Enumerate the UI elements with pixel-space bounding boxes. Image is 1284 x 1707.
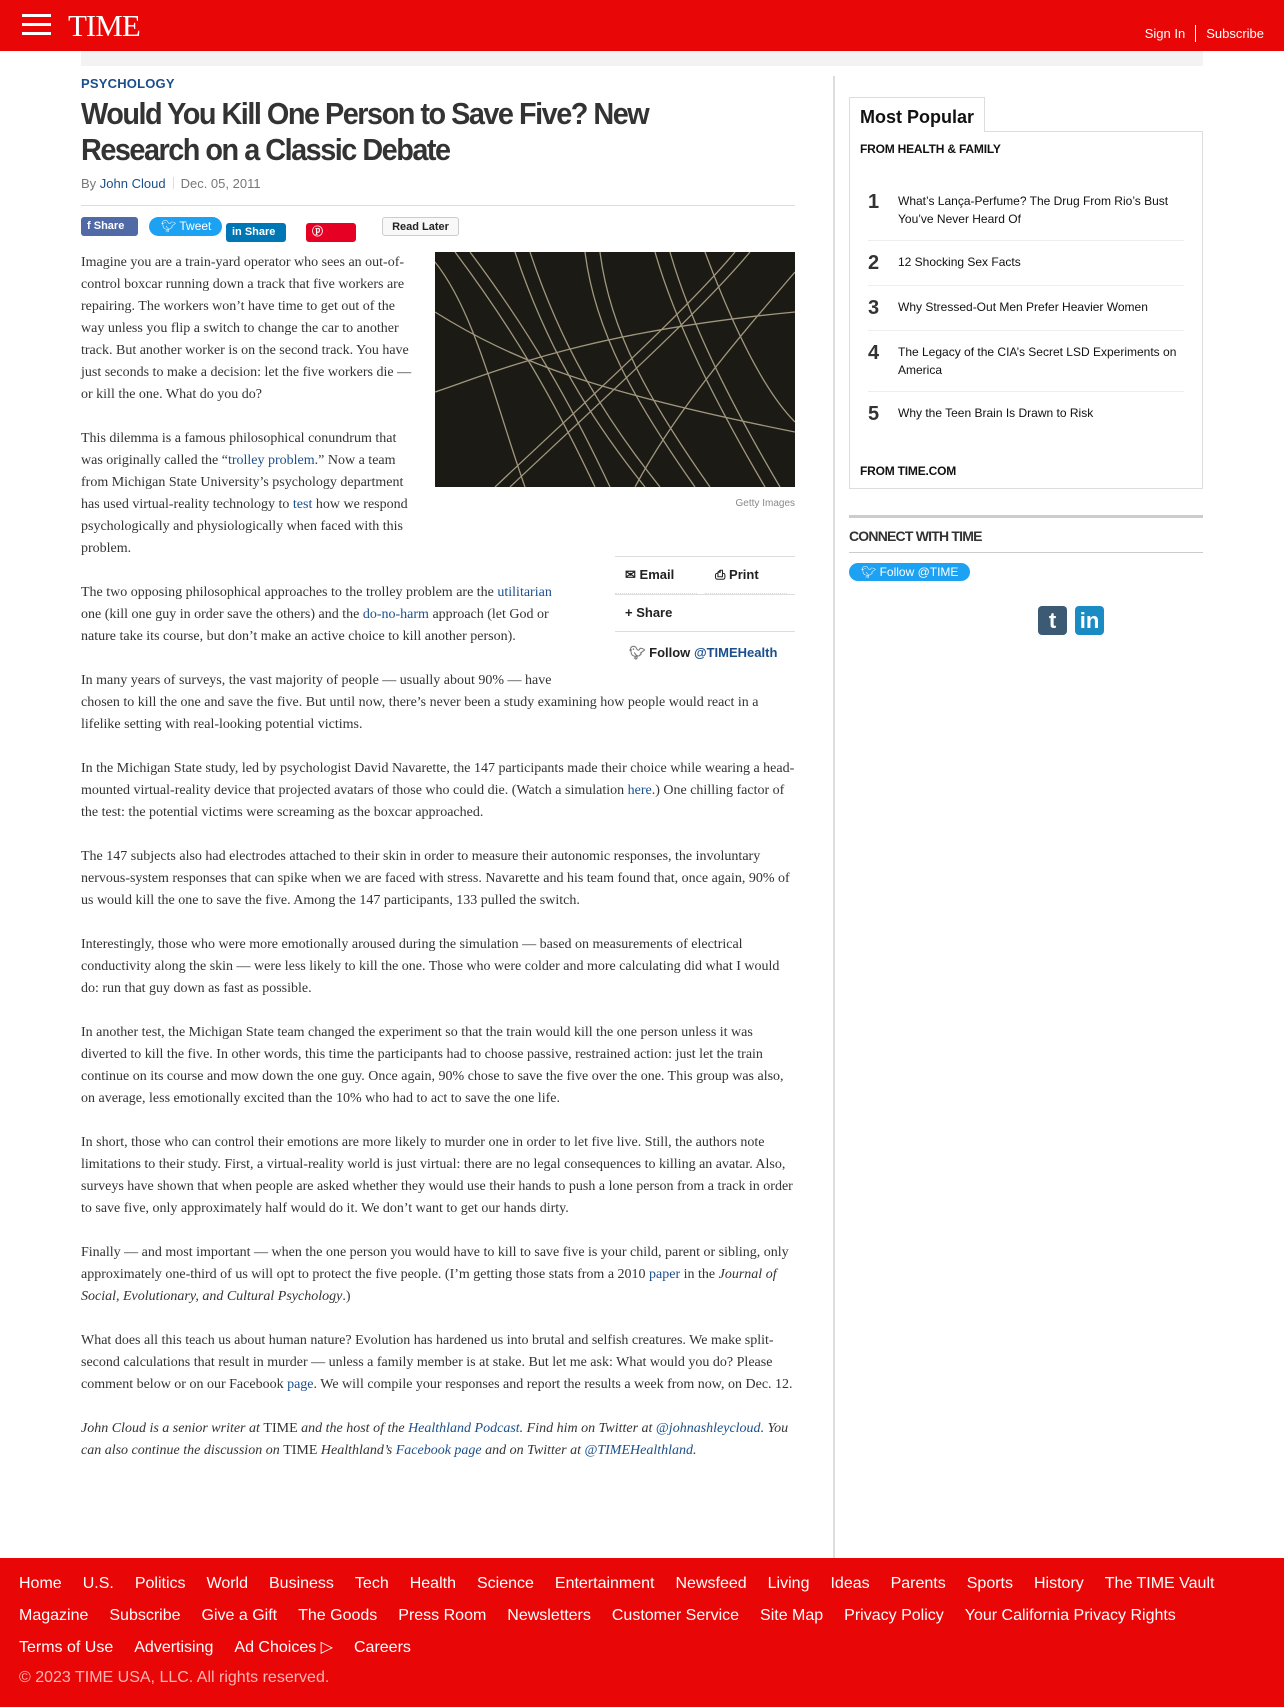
text-segment: in the	[680, 1267, 719, 1282]
author-link[interactable]: John Cloud	[99, 176, 166, 191]
tumblr-icon[interactable]: t	[1038, 606, 1067, 635]
footer-link[interactable]: World	[206, 1575, 248, 1592]
envelope-icon: ✉	[625, 567, 636, 582]
article-paragraph	[81, 1022, 795, 1110]
article-paragraph	[81, 846, 795, 912]
read-later-button[interactable]: Read Later	[382, 217, 459, 236]
connect-heading: CONNECT WITH TIME	[849, 515, 1203, 553]
inline-link[interactable]: paper	[649, 1267, 681, 1282]
share-button[interactable]: + Share	[625, 605, 673, 620]
inline-link[interactable]: utilitarian	[497, 585, 552, 600]
footer-link[interactable]: U.S.	[82, 1575, 114, 1592]
sidebar	[849, 96, 1203, 635]
inline-link[interactable]: @johnashleycloud	[655, 1421, 761, 1436]
text-segment: Finally — and most important — when the one person you would have to kill to save five is your child, parent or sibling, only approximately one-third of us will opt to protect the five people. (I’m getting those stats from a 2010	[81, 1245, 789, 1282]
print-button[interactable]: ⎙ Print	[705, 557, 787, 594]
top-bar	[0, 0, 1284, 51]
text-segment: one (kill one guy in order save the others) and the	[81, 607, 363, 622]
footer-link[interactable]: Tech	[354, 1575, 389, 1592]
twitter-icon: 🐦︎	[161, 219, 177, 233]
menu-icon[interactable]	[22, 14, 51, 36]
rail-tracks-image	[435, 252, 795, 487]
follow-timehealth[interactable]: 🐦︎ Follow @TIMEHealth	[615, 631, 795, 674]
inline-link[interactable]: trolley problem	[227, 453, 315, 468]
footer-link[interactable]: Entertainment	[554, 1575, 655, 1592]
popular-item-title[interactable]: Why Stressed-Out Men Prefer Heavier Women	[898, 300, 1148, 314]
footer	[0, 1558, 1284, 1707]
inline-link[interactable]: do-no-harm	[362, 607, 429, 622]
text-segment: TIME	[263, 1421, 298, 1436]
footer-link[interactable]: Newsfeed	[675, 1575, 747, 1592]
footer-link[interactable]: Science	[476, 1575, 534, 1592]
inline-link[interactable]: Healthland Podcast	[408, 1421, 520, 1436]
text-segment: The two opposing philosophical approaches to the trolley problem are the	[81, 585, 498, 600]
text-segment: Interestingly, those who were more emotionally aroused during the simulation — based on measurements of electrical conductivity along the skin — were less likely to kill the one. Those who were colder and more calculating did what I would do: run that guy down as fast as possible.	[81, 937, 780, 996]
popular-item[interactable]	[868, 286, 1184, 331]
by-label: By	[81, 176, 97, 191]
footer-link[interactable]: Home	[19, 1575, 62, 1592]
rank-number: 1	[868, 191, 880, 213]
tweet-button[interactable]: 🐦︎ Tweet	[149, 217, 222, 236]
popular-item-title[interactable]: What’s Lança-Perfume? The Drug From Rio’s Bust You’ve Never Heard Of	[898, 194, 1169, 226]
ad-bar	[81, 51, 1203, 66]
article-paragraph	[81, 1132, 795, 1220]
page-title: Would You Kill One Person to Save Five? New Research on a Classic Debate	[81, 96, 649, 167]
most-popular-box	[849, 131, 1203, 489]
footer-link[interactable]: Careers	[353, 1639, 411, 1656]
subscribe-link[interactable]: Subscribe	[1206, 26, 1264, 41]
divider	[1195, 25, 1196, 42]
text-segment: .) One chilling factor of the test: the potential victims were screaming as the boxcar approached.	[81, 783, 785, 820]
text-segment: In another test, the Michigan State team changed the experiment so that the train would kill the one person unless it was diverted to kill the five. In other words, this time the participants had to choose passive, restrained action: just let the train continue on its course and mow down the one guy. Once again, 90% chose to save the five over the one. This group was also, on average, less emotionally excited than the 10% who had to act to save the one life.	[81, 1025, 784, 1106]
text-segment: Healthland’s	[317, 1443, 396, 1458]
popular-item-title[interactable]: 12 Shocking Sex Facts	[898, 255, 1021, 269]
footer-link[interactable]: Business	[269, 1575, 334, 1592]
footer-link[interactable]: Site Map	[760, 1607, 824, 1624]
footer-link[interactable]: Customer Service	[611, 1607, 740, 1624]
linkedin-icon[interactable]: in	[1075, 606, 1104, 635]
footer-link[interactable]: Magazine	[19, 1607, 89, 1624]
footer-link[interactable]: Ideas	[830, 1575, 870, 1592]
footer-link[interactable]: Privacy Policy	[844, 1607, 944, 1624]
inline-link[interactable]: here	[627, 783, 652, 798]
footer-link[interactable]: Parents	[890, 1575, 946, 1592]
text-segment: This dilemma is a famous philosophical conundrum that was originally called the “	[81, 431, 397, 468]
text-segment: TIME	[283, 1443, 318, 1458]
text-segment: .” Now a team from Michigan State University’s psychology department has used virtual-reality technology to	[81, 453, 404, 512]
footer-link[interactable]: Advertising	[134, 1639, 214, 1656]
linkedin-share-button[interactable]: in Share	[226, 223, 286, 242]
text-segment: In many years of surveys, the vast majority of people — usually about 90% — have chosen to kill the one and save the five. But until now, there’s never been a study examining how people would react in a lifelike setting with real-looking potential victims.	[81, 673, 759, 732]
section-heading: FROM TIME.COM	[860, 464, 957, 478]
popular-item[interactable]	[868, 331, 1184, 392]
popular-item[interactable]	[868, 180, 1184, 241]
rank-number: 4	[868, 342, 880, 364]
text-segment: Imagine you are a train-yard operator who sees an out-of-control boxcar running down a track that five workers are repairing. The workers won’t have time to get out of the way unless you flip a switch to change the car to another track. But another worker is on the second track. You have just seconds to make a decision: let the five workers die — or kill the one. What do you do?	[81, 255, 412, 402]
footer-link[interactable]: Living	[767, 1575, 810, 1592]
text-segment: .	[693, 1443, 697, 1458]
footer-link[interactable]: Terms of Use	[19, 1639, 114, 1656]
category-label[interactable]: PSYCHOLOGY	[81, 76, 175, 91]
rank-number: 5	[868, 403, 880, 425]
text-segment: .)	[342, 1289, 351, 1304]
timehealth-link[interactable]: @TIMEHealth	[693, 645, 778, 660]
twitter-icon: 🐦︎	[629, 645, 646, 660]
text-segment: and on Twitter at	[481, 1443, 585, 1458]
text-segment: . You can also continue the discussion on	[81, 1421, 789, 1458]
copyright: © 2023 TIME USA, LLC. All rights reserved.	[19, 1669, 330, 1686]
footer-link[interactable]: Newsletters	[507, 1607, 591, 1624]
publish-date: Dec. 05, 2011	[180, 176, 261, 191]
footer-link[interactable]: Give a Gift	[201, 1607, 278, 1624]
text-segment: approach (let God or nature take its course, but don’t make an active choice to kill another person).	[81, 607, 549, 644]
rank-number: 3	[868, 297, 880, 319]
text-segment: and the host of the	[297, 1421, 409, 1436]
inline-link[interactable]: page	[287, 1377, 314, 1392]
section-heading: FROM HEALTH & FAMILY	[860, 142, 1001, 156]
footer-link[interactable]: Politics	[134, 1575, 186, 1592]
article-tools	[615, 556, 795, 674]
article-paragraph	[81, 1330, 795, 1396]
footer-link[interactable]: Health	[409, 1575, 456, 1592]
article-paragraph	[81, 934, 795, 1000]
footer-link[interactable]: Your California Privacy Rights	[964, 1607, 1176, 1624]
printer-icon: ⎙	[715, 567, 726, 582]
follow-time-button[interactable]: 🐦︎ Follow @TIME	[849, 563, 970, 581]
article-paragraph	[81, 758, 795, 824]
popular-item-title[interactable]: Why the Teen Brain Is Drawn to Risk	[898, 406, 1094, 420]
text-segment: . We will compile your responses and report the results a week from now, on Dec. 12.	[313, 1377, 793, 1392]
popular-item-title[interactable]: The Legacy of the CIA’s Secret LSD Experiments on America	[898, 345, 1177, 377]
footer-link[interactable]: Sports	[966, 1575, 1013, 1592]
text-segment: In the Michigan State study, led by psychologist David Navarette, the 147 participants made their choice while wearing a head-mounted virtual-reality device that projected avatars of those who could die. (Watch a simulation	[81, 761, 795, 798]
text-segment: The 147 subjects also had electrodes attached to their skin in order to measure their autonomic responses, the involuntary nervous-system responses that can spike when we are faced with stress. Navarette and his team found that, once again, 90% of us would kill the one to save the five. Among the 147 participants, 133 pulled the switch.	[81, 849, 790, 908]
footer-link[interactable]: Subscribe	[109, 1607, 181, 1624]
share-bar	[81, 206, 795, 257]
footer-link[interactable]: The TIME Vault	[1104, 1575, 1215, 1592]
inline-link[interactable]: @TIMEHealthland	[584, 1443, 694, 1458]
inline-link[interactable]: Facebook page	[395, 1443, 482, 1458]
article-figure	[435, 252, 795, 515]
facebook-share-button[interactable]: f Share	[81, 217, 138, 236]
article-paragraph	[81, 1242, 795, 1308]
inline-link[interactable]: test	[292, 497, 313, 512]
article-paragraph	[81, 1418, 795, 1462]
footer-link[interactable]: Press Room	[398, 1607, 487, 1624]
time-logo[interactable]: TIME	[68, 8, 140, 43]
byline	[81, 176, 795, 191]
text-segment: Journal of Social, Evolutionary, and Cultural Psychology	[81, 1267, 777, 1304]
footer-link[interactable]: The Goods	[298, 1607, 378, 1624]
text-segment: . Find him on Twitter at	[519, 1421, 656, 1436]
popular-item[interactable]	[868, 392, 1184, 436]
article	[81, 76, 795, 1484]
text-segment: What does all this teach us about human nature? Evolution has hardened us into brutal and selfish creatures. We make split-second calculations that result in murder — unless a family member is at stake. But let me ask: What would you do? Please comment below or on our Facebook	[81, 1333, 774, 1392]
pinterest-save-button[interactable]: ⓟ Save	[306, 223, 356, 242]
plus-icon: +	[625, 605, 633, 620]
footer-link[interactable]: Ad Choices ▷	[234, 1639, 333, 1656]
rank-number: 2	[868, 252, 880, 274]
most-popular-tab[interactable]: Most Popular	[849, 97, 985, 132]
text-segment: In short, those who can control their emotions are more likely to murder one in order to let five live. Still, the authors note limitations to their study. First, a virtual-reality world is just virtual: there are no legal consequences to killing an avatar. Also, surveys have shown that when people are asked whether they would use their hands to push a lone person from a track in order to save five, only approximately half would do it. We don’t want to get our hands dirty.	[81, 1135, 793, 1216]
article-body	[81, 252, 795, 1462]
email-button[interactable]: ✉ Email	[615, 557, 697, 594]
image-credit: Getty Images	[735, 498, 795, 509]
popular-item[interactable]	[868, 241, 1184, 286]
sign-in-link[interactable]: Sign In	[1144, 26, 1186, 41]
article-paragraph	[81, 670, 795, 736]
text-segment: John Cloud is a senior writer at	[81, 1421, 264, 1436]
text-segment: how we respond psychologically and physiologically when faced with this problem.	[81, 497, 408, 556]
footer-link[interactable]: History	[1034, 1575, 1084, 1592]
column-divider	[833, 76, 835, 1558]
